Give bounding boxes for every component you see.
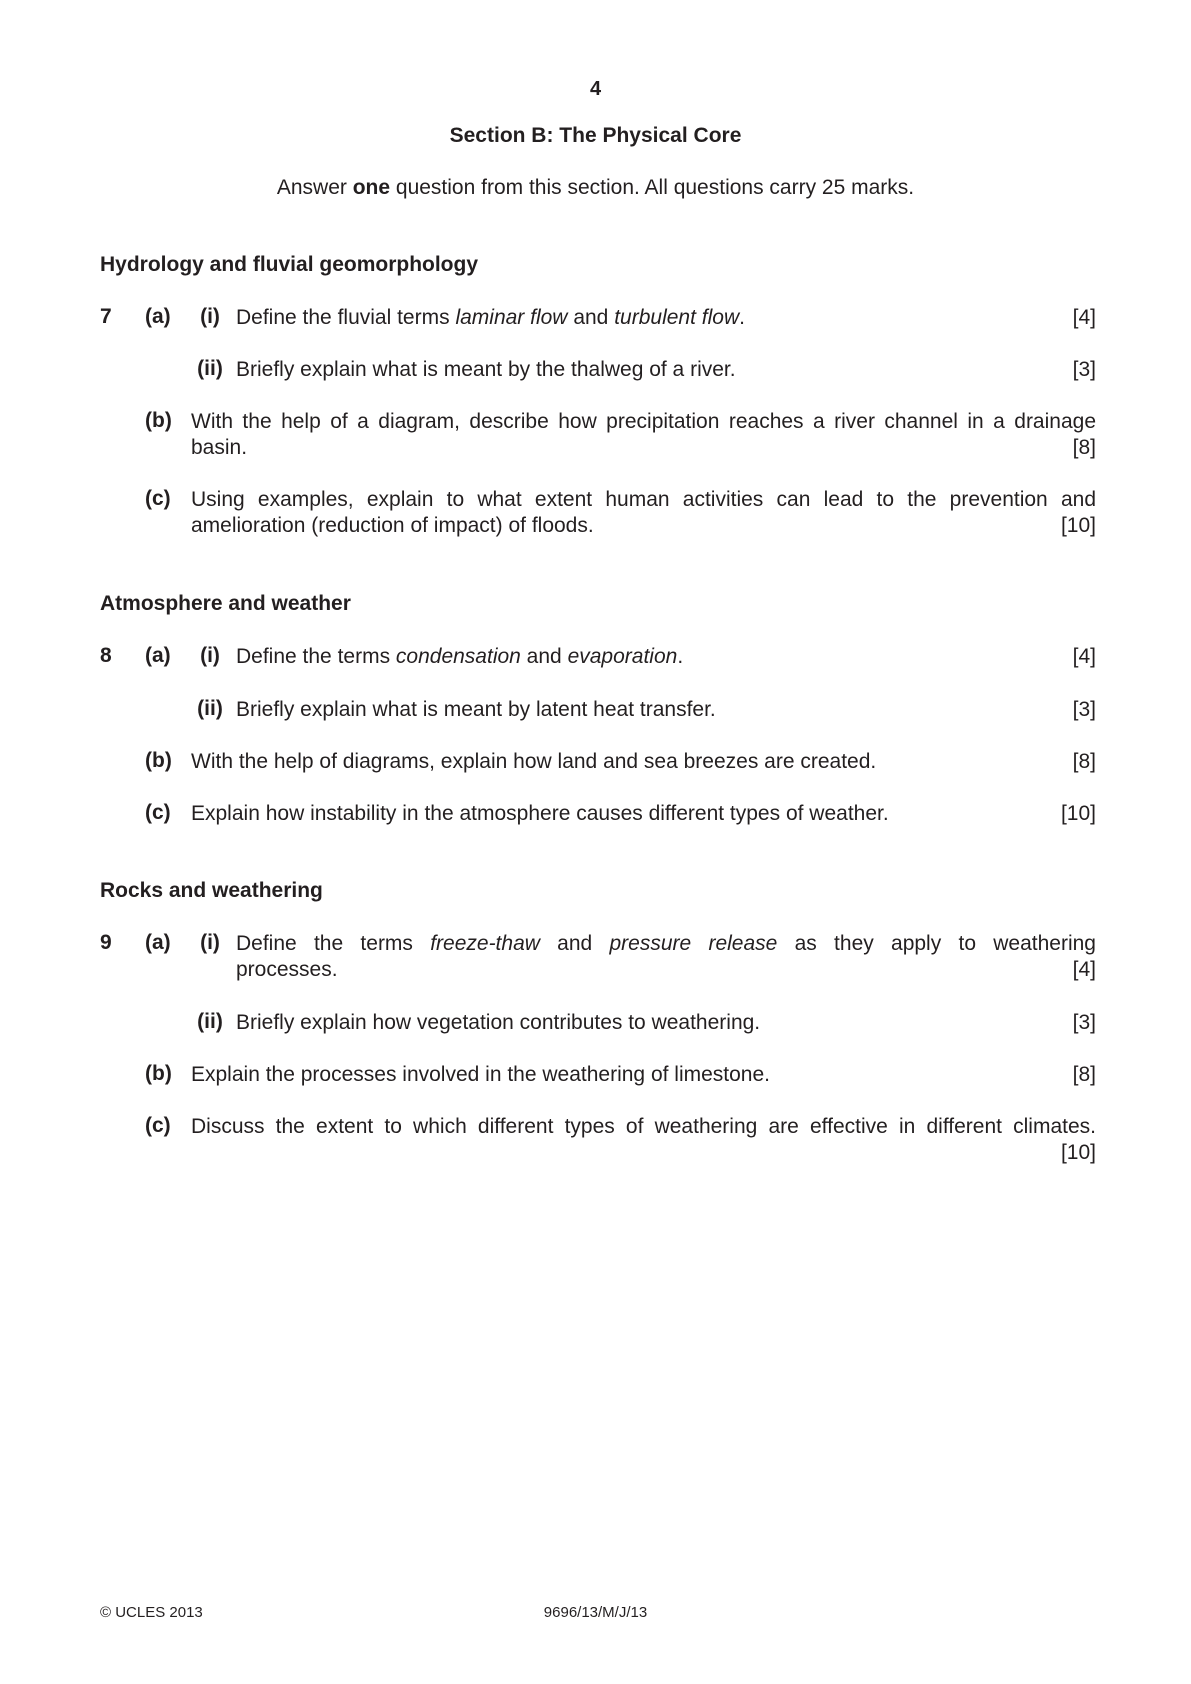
q9-part-c-label: (c)	[145, 1114, 171, 1137]
footer-copyright: © UCLES 2013	[100, 1604, 203, 1621]
q7-a-ii-label: (ii)	[197, 357, 223, 380]
q9-a-ii-label: (ii)	[197, 1010, 223, 1033]
topic-heading-hydrology: Hydrology and fluvial geomorphology	[100, 253, 479, 276]
q8-b-mark: [8]	[1072, 750, 1096, 773]
instruction-text-after: question from this section. All questions carry 25 marks.	[390, 176, 915, 199]
q7-b-text: With the help of a diagram, describe how precipitation reaches a river channel in a drainage basin. [8]	[191, 410, 1096, 459]
topic-heading-atmosphere: Atmosphere and weather	[100, 592, 351, 615]
q8-a-i-text: Define the terms condensation and evaporation. [4]	[236, 645, 1096, 668]
instruction-emphasis: one	[352, 176, 391, 199]
question-number-7: 7	[100, 305, 112, 328]
q7-part-b-label: (b)	[145, 409, 172, 432]
question-number-8: 8	[100, 644, 112, 667]
footer-paper-code: 9696/13/M/J/13	[543, 1604, 648, 1621]
q9-c-mark: [10]	[1060, 1141, 1096, 1164]
q9-part-b-label: (b)	[145, 1062, 172, 1085]
q8-a-i-label: (i)	[200, 644, 220, 667]
q8-part-c-label: (c)	[145, 801, 171, 824]
q7-part-a-label: (a)	[145, 305, 171, 328]
q9-a-i-mark: [4]	[1072, 958, 1096, 981]
q7-a-i-text: Define the fluvial terms laminar flow and turbulent flow. [4]	[236, 306, 1096, 329]
q7-b-mark: [8]	[1072, 436, 1096, 459]
q8-c-text: Explain how instability in the atmosphere causes different types of weather. [10]	[191, 802, 1096, 825]
q8-a-ii-mark: [3]	[1072, 698, 1096, 721]
q8-part-a-label: (a)	[145, 644, 171, 667]
q7-c-text: Using examples, explain to what extent human activities can lead to the prevention and amelioration (reduction of impact) of floods. [10]	[191, 488, 1096, 537]
q9-part-a-label: (a)	[145, 931, 171, 954]
q8-b-text: With the help of diagrams, explain how land and sea breezes are created. [8]	[191, 750, 1096, 773]
instruction-text-before: Answer	[276, 176, 353, 199]
q7-a-ii-text: Briefly explain what is meant by the thalweg of a river. [3]	[236, 358, 1096, 381]
q9-a-i-text: Define the terms freeze-thaw and pressure release as they apply to weathering processes. [4]	[236, 932, 1096, 981]
q8-a-i-mark: [4]	[1072, 645, 1096, 668]
q8-part-b-label: (b)	[145, 749, 172, 772]
q9-a-ii-mark: [3]	[1072, 1011, 1096, 1034]
question-number-9: 9	[100, 931, 112, 954]
q8-c-mark: [10]	[1060, 802, 1096, 825]
page-number: 4	[589, 78, 602, 100]
section-title: Section B: The Physical Core	[449, 124, 742, 147]
q8-a-ii-label: (ii)	[197, 697, 223, 720]
q9-b-text: Explain the processes involved in the weathering of limestone. [8]	[191, 1063, 1096, 1086]
q7-a-ii-mark: [3]	[1072, 358, 1096, 381]
q9-a-i-label: (i)	[200, 931, 220, 954]
q9-c-text: Discuss the extent to which different types of weathering are effective in different climates. [10]	[191, 1115, 1096, 1164]
q7-part-c-label: (c)	[145, 487, 171, 510]
q7-a-i-label: (i)	[200, 305, 220, 328]
q8-a-ii-text: Briefly explain what is meant by latent heat transfer. [3]	[236, 698, 1096, 721]
topic-heading-rocks: Rocks and weathering	[100, 879, 323, 902]
q7-c-mark: [10]	[1060, 514, 1096, 537]
section-instruction	[0, 176, 1191, 200]
q9-b-mark: [8]	[1072, 1063, 1096, 1086]
q9-a-ii-text: Briefly explain how vegetation contributes to weathering. [3]	[236, 1011, 1096, 1034]
q7-a-i-mark: [4]	[1072, 306, 1096, 329]
